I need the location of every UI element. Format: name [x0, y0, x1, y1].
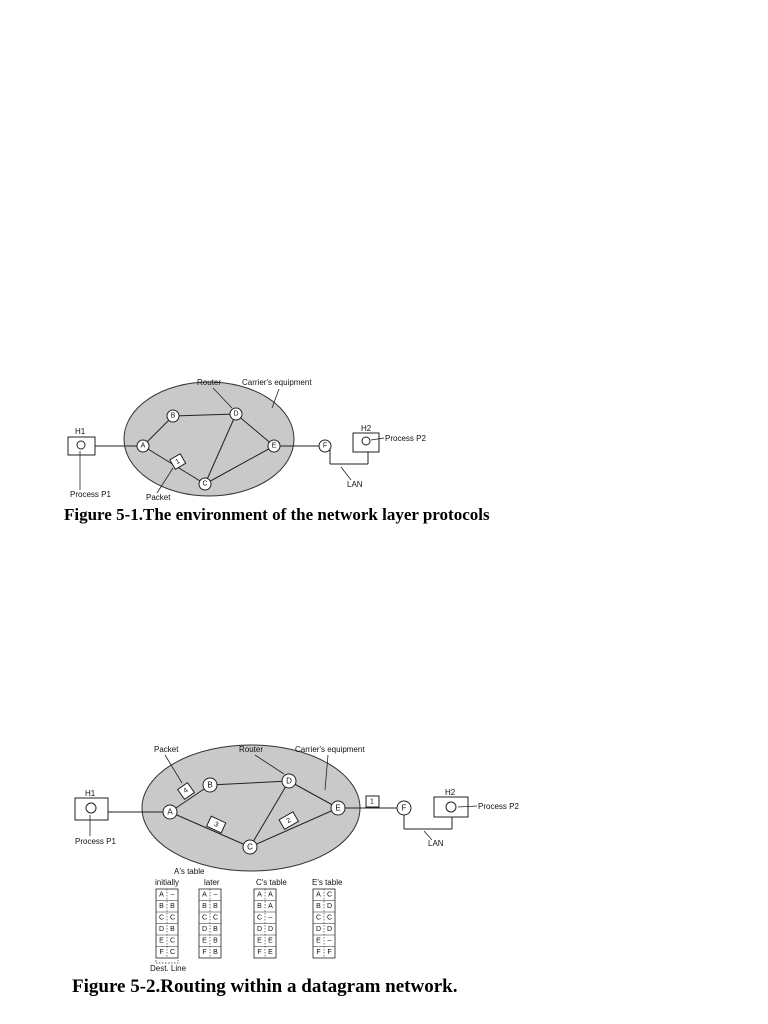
- router-node-f-2: [397, 801, 411, 815]
- table-a-later-cell: A: [202, 891, 207, 899]
- table-c-cell: –: [268, 914, 273, 922]
- host-h2-label: H2: [361, 424, 372, 433]
- host-h2-label-2: H2: [445, 788, 456, 797]
- svg-text:A: A: [140, 442, 146, 450]
- table-c-cell: C: [256, 914, 263, 922]
- table-a-later-cell: C: [201, 914, 208, 922]
- svg-text:1: 1: [174, 457, 182, 467]
- table-c-cell: A: [268, 891, 273, 899]
- svg-text:C: C: [202, 480, 208, 488]
- packet-label: Packet: [146, 493, 171, 502]
- router-node-b: [167, 410, 179, 422]
- table-a-initially-cell: A: [159, 891, 164, 899]
- router-node-e-2: [331, 801, 345, 815]
- table-a-later-cell: C: [212, 914, 219, 922]
- table-e-cell: C: [315, 914, 322, 922]
- host-h2-process-circle-2: [446, 802, 456, 812]
- table-a-later-cell: B: [202, 902, 207, 910]
- table-e-cell: D: [315, 925, 322, 933]
- table-c-cell: B: [257, 902, 262, 910]
- table-a-later-cell: B: [213, 902, 218, 910]
- a-table-later-label: later: [204, 878, 220, 887]
- router-label: Router: [197, 378, 222, 387]
- lan-label: LAN: [347, 480, 363, 489]
- host-h1-label: H1: [75, 427, 86, 436]
- routing-table-e: [313, 889, 335, 958]
- table-e-cell: D: [326, 902, 333, 910]
- svg-text:C: C: [247, 842, 253, 852]
- routing-table-a-later: [199, 889, 221, 958]
- host-h2-process-circle: [362, 437, 370, 445]
- svg-text:E: E: [335, 803, 341, 813]
- lan-label-2: LAN: [428, 839, 444, 848]
- carrier-label-2: Carrier's equipment: [295, 745, 365, 754]
- table-c-cell: D: [256, 925, 263, 933]
- dest-line-label: Dest. Line: [150, 964, 187, 973]
- table-a-initially-cell: B: [170, 902, 175, 910]
- table-a-initially-cell: C: [169, 948, 176, 956]
- dest-line-brace: [156, 960, 178, 963]
- table-e-cell: B: [316, 902, 321, 910]
- router-node-e: [268, 440, 280, 452]
- a-table-title: A's table: [174, 867, 205, 876]
- svg-text:3: 3: [212, 821, 220, 829]
- routing-table-a-initially: [156, 889, 178, 958]
- packet-1: [366, 796, 379, 807]
- table-c-cell: E: [268, 937, 273, 945]
- process-p1-label-2: Process P1: [75, 837, 116, 846]
- table-c-cell: A: [257, 891, 262, 899]
- table-a-later-cell: E: [202, 937, 207, 945]
- packet-label-2: Packet: [154, 745, 179, 754]
- svg-text:F: F: [401, 803, 407, 813]
- host-h1-process-circle-2: [86, 803, 96, 813]
- figure-5-1: [68, 378, 426, 502]
- svg-text:1: 1: [370, 798, 374, 806]
- carrier-label: Carrier's equipment: [242, 378, 312, 387]
- svg-text:F: F: [322, 442, 328, 450]
- table-a-initially-cell: E: [159, 937, 164, 945]
- svg-text:B: B: [170, 412, 176, 420]
- table-a-initially-cell: C: [169, 937, 176, 945]
- table-e-cell: A: [316, 891, 321, 899]
- router-label-2: Router: [239, 745, 264, 754]
- table-a-initially-cell: –: [170, 891, 175, 899]
- table-a-initially-cell: C: [169, 914, 176, 922]
- table-c-cell: E: [268, 948, 273, 956]
- table-a-later-cell: B: [213, 925, 218, 933]
- table-e-cell: D: [326, 925, 333, 933]
- table-c-cell: E: [257, 937, 262, 945]
- table-a-initially-cell: B: [159, 902, 164, 910]
- e-table-title: E's table: [312, 878, 343, 887]
- table-e-cell: E: [316, 937, 321, 945]
- process-p2-label: Process P2: [385, 434, 426, 443]
- host-h1-label-2: H1: [85, 789, 96, 798]
- table-a-initially-cell: D: [158, 925, 165, 933]
- svg-text:D: D: [286, 776, 292, 786]
- table-a-later-cell: F: [202, 948, 207, 956]
- table-e-cell: F: [316, 948, 321, 956]
- table-c-cell: A: [268, 902, 273, 910]
- table-a-later-cell: B: [213, 937, 218, 945]
- figure-5-2-caption: Figure 5-2.Routing within a datagram network.: [72, 976, 458, 997]
- routing-table-c: [254, 889, 276, 958]
- svg-text:2: 2: [285, 816, 293, 826]
- router-node-a-2: [163, 805, 177, 819]
- svg-text:A: A: [167, 807, 173, 817]
- table-e-cell: C: [326, 891, 333, 899]
- svg-text:B: B: [207, 780, 213, 790]
- table-a-initially-cell: B: [170, 925, 175, 933]
- table-e-cell: –: [327, 937, 332, 945]
- table-a-later-cell: D: [201, 925, 208, 933]
- router-node-d: [230, 408, 242, 420]
- table-a-later-cell: –: [213, 891, 218, 899]
- router-node-c: [199, 478, 211, 490]
- router-node-b-2: [203, 778, 217, 792]
- svg-text:E: E: [271, 442, 277, 450]
- process-p1-label: Process P1: [70, 490, 111, 499]
- table-c-cell: D: [267, 925, 274, 933]
- process-p2-label-2: Process P2: [478, 802, 519, 811]
- router-node-a: [137, 440, 149, 452]
- figure-5-1-caption: Figure 5-1.The environment of the network layer protocols: [64, 505, 490, 524]
- host-h1-process-circle: [77, 441, 85, 449]
- table-a-later-cell: B: [213, 948, 218, 956]
- router-node-d-2: [282, 774, 296, 788]
- table-e-cell: C: [326, 914, 333, 922]
- table-e-cell: F: [327, 948, 332, 956]
- c-table-title: C's table: [256, 878, 287, 887]
- router-node-f: [319, 440, 331, 452]
- table-a-initially-cell: F: [159, 948, 164, 956]
- figure-5-2: [75, 745, 519, 973]
- table-a-initially-cell: C: [158, 914, 165, 922]
- a-table-initially-label: initially: [155, 878, 180, 887]
- svg-text:4: 4: [182, 787, 190, 795]
- table-c-cell: F: [257, 948, 262, 956]
- svg-text:D: D: [233, 410, 239, 418]
- router-node-c-2: [243, 840, 257, 854]
